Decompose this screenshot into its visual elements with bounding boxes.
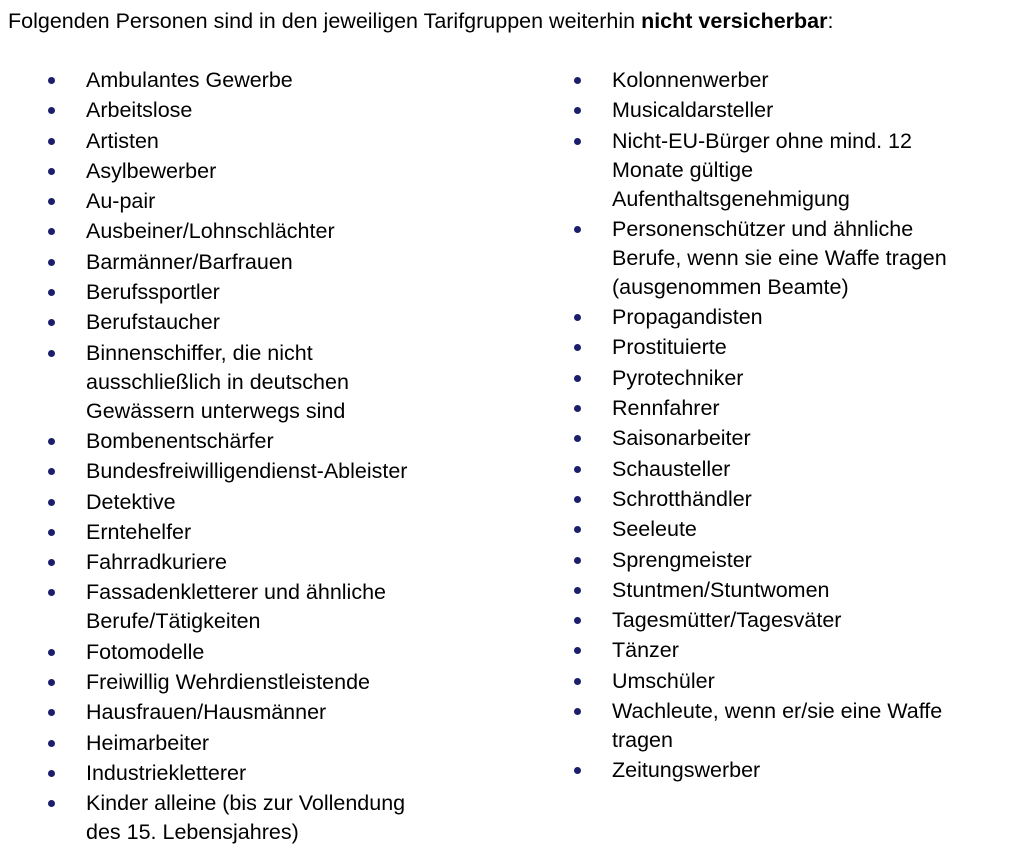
list-item-text: ausschließlich in deutschen [86, 369, 349, 394]
bullet-icon [574, 767, 581, 774]
list-item [86, 157, 486, 186]
bullet-icon [574, 375, 581, 382]
bullet-icon [574, 77, 581, 84]
bullet-icon [48, 350, 55, 357]
list-item [86, 668, 486, 697]
list-item [612, 576, 1017, 605]
list-item [86, 789, 486, 847]
bullet-icon [574, 107, 581, 114]
bullet-icon [48, 589, 55, 596]
list-item-text: Kinder alleine (bis zur Vollendung [86, 791, 406, 816]
list-item-text: Detektive [86, 489, 176, 514]
list-item-text: Heimarbeiter [86, 730, 210, 755]
list-item [86, 578, 486, 636]
list-item [86, 638, 486, 667]
list-item-text: Kolonnenwerber [612, 68, 769, 92]
intro-bold-text: nicht versicherbar [641, 9, 828, 33]
list-item [86, 698, 486, 727]
bullet-icon [48, 138, 55, 145]
list-item-text: Barmänner/Barfrauen [86, 249, 293, 274]
list-item [612, 756, 1017, 785]
list-item [612, 333, 1017, 362]
list-item [86, 427, 486, 456]
bullet-icon [574, 314, 581, 321]
list-item [86, 339, 486, 426]
list-item-text: Musicaldarsteller [612, 98, 774, 123]
list-item [612, 697, 1017, 755]
list-item [86, 729, 486, 758]
bullet-icon [574, 647, 581, 654]
list-item [86, 217, 486, 246]
list-item [86, 187, 486, 216]
list-item [86, 96, 486, 125]
bullet-icon [48, 228, 55, 235]
list-item-text: Saisonarbeiter [612, 426, 751, 451]
list-item-text: Berufe/Tätigkeiten [86, 609, 261, 634]
bullet-icon [48, 319, 55, 326]
list-item-text: Schrotthändler [612, 486, 752, 511]
list-item [612, 215, 1017, 302]
list-item-text: Arbeitslose [86, 98, 193, 123]
list-item [612, 96, 1017, 125]
list-item-text: tragen [612, 728, 673, 753]
list-item-text: Freiwillig Wehrdienstleistende [86, 670, 371, 695]
right-occupation-list [612, 66, 1017, 787]
list-item [86, 248, 486, 277]
list-item [612, 394, 1017, 423]
bullet-icon [48, 559, 55, 566]
bullet-icon [48, 438, 55, 445]
list-item [612, 546, 1017, 575]
list-item [86, 488, 486, 517]
bullet-icon [48, 649, 55, 656]
bullet-icon [48, 709, 55, 716]
list-item-text: Prostituierte [612, 335, 727, 360]
bullet-icon [574, 617, 581, 624]
list-item [612, 455, 1017, 484]
bullet-icon [48, 529, 55, 536]
list-item-text: Au-pair [86, 189, 156, 214]
left-occupation-list [86, 66, 486, 849]
bullet-icon [574, 678, 581, 685]
list-item-text: Hausfrauen/Hausmänner [86, 700, 327, 725]
list-item-text: Monate gültige [612, 157, 754, 182]
list-item-text: Berufe, wenn sie eine Waffe tragen [612, 245, 947, 270]
list-item-text: Gewässern unterwegs sind [86, 398, 346, 423]
list-item-text: Aufenthaltsgenehmigung [612, 186, 850, 211]
bullet-icon [574, 557, 581, 564]
bullet-icon [48, 289, 55, 296]
list-item [612, 303, 1017, 332]
list-item [612, 515, 1017, 544]
list-item-text: Fahrradkuriere [86, 550, 227, 575]
list-item-text: (ausgenommen Beamte) [612, 274, 849, 299]
list-item [612, 636, 1017, 665]
list-item-text: Berufstaucher [86, 310, 220, 335]
list-item [86, 457, 486, 486]
list-item-text: Personenschützer und ähnliche [612, 216, 914, 241]
list-item-text: Pyrotechniker [612, 365, 744, 390]
bullet-icon [48, 740, 55, 747]
list-item [612, 364, 1017, 393]
list-item-text: Artisten [86, 128, 159, 153]
list-item [86, 308, 486, 337]
list-item-text: Ausbeiner/Lohnschlächter [86, 219, 335, 244]
bullet-icon [574, 344, 581, 351]
bullet-icon [574, 466, 581, 473]
list-item [612, 127, 1017, 214]
list-item [86, 127, 486, 156]
list-item-text: Fassadenkletterer und ähnliche [86, 580, 386, 605]
list-item-text: Sprengmeister [612, 547, 752, 572]
list-item-text: Fotomodelle [86, 639, 205, 664]
bullet-icon [48, 468, 55, 475]
bullet-icon [574, 226, 581, 233]
list-item-text: Schausteller [612, 456, 731, 481]
bullet-icon [48, 198, 55, 205]
list-item [612, 424, 1017, 453]
list-item-text: Stuntmen/Stuntwomen [612, 577, 830, 602]
bullet-icon [48, 800, 55, 807]
bullet-icon [574, 138, 581, 145]
bullet-icon [48, 770, 55, 777]
bullet-icon [574, 405, 581, 412]
bullet-icon [48, 77, 55, 84]
bullet-icon [48, 679, 55, 686]
list-item-text: Rennfahrer [612, 396, 720, 421]
bullet-icon [48, 168, 55, 175]
list-item-text: Bombenentschärfer [86, 428, 274, 453]
list-item [86, 278, 486, 307]
bullet-icon [48, 259, 55, 266]
bullet-icon [574, 435, 581, 442]
list-item [612, 66, 1017, 95]
list-item-text: Industriekletterer [86, 760, 247, 785]
bullet-icon [48, 107, 55, 114]
list-item-text: Seeleute [612, 517, 697, 542]
list-item-text: Propagandisten [612, 305, 763, 330]
list-item [86, 518, 486, 547]
bullet-icon [574, 526, 581, 533]
list-item [86, 759, 486, 788]
list-item [612, 606, 1017, 635]
list-item-text: Zeitungswerber [612, 758, 761, 783]
list-item [612, 485, 1017, 514]
list-item-text: des 15. Lebensjahres) [86, 820, 299, 845]
bullet-icon [574, 496, 581, 503]
list-item-text: Tänzer [612, 638, 679, 663]
list-item-text: Berufssportler [86, 280, 220, 305]
list-item-text: Umschüler [612, 668, 715, 693]
list-item [86, 66, 486, 95]
list-item-text: Erntehelfer [86, 519, 192, 544]
list-item [86, 548, 486, 577]
list-item-text: Nicht-EU-Bürger ohne mind. 12 [612, 128, 912, 153]
bullet-icon [48, 499, 55, 506]
list-item-text: Wachleute, wenn er/sie eine Waffe [612, 699, 943, 724]
list-item-text: Bundesfreiwilligendienst-Ableister [86, 459, 408, 484]
bullet-icon [574, 708, 581, 715]
list-item-text: Ambulantes Gewerbe [86, 68, 293, 92]
list-item-text: Asylbewerber [86, 158, 217, 183]
list-item-text: Tagesmütter/Tagesväter [612, 608, 842, 633]
list-item-text: Binnenschiffer, die nicht [86, 340, 313, 365]
intro-text: Folgenden Personen sind in den jeweiligen Tarifgruppen weiterhin [8, 9, 642, 33]
bullet-icon [574, 587, 581, 594]
intro-heading [8, 8, 833, 34]
list-item [612, 667, 1017, 696]
intro-colon: : [827, 9, 834, 33]
